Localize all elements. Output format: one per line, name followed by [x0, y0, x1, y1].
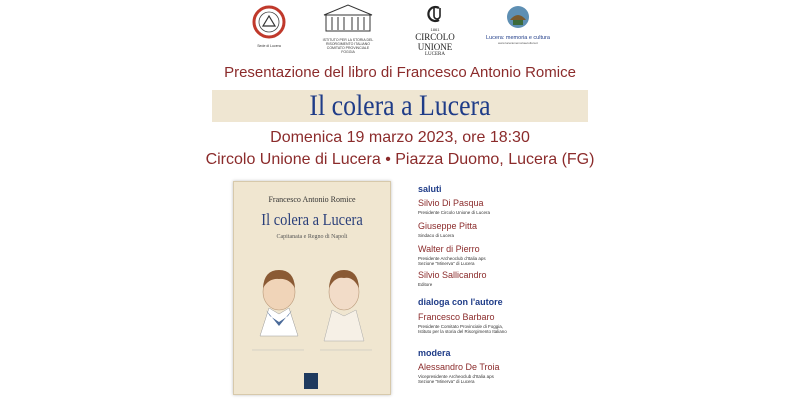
building-icon [322, 3, 374, 33]
circolo-city: LUCERA [425, 52, 445, 57]
publisher-logo-icon [304, 373, 318, 389]
speaker-2-role: Sindaco di Lucera [418, 233, 455, 238]
portraits-illustration [234, 246, 390, 386]
circolo-unione-logo [400, 5, 470, 57]
castle-emblem-icon [506, 4, 530, 30]
lucera-memoria-logo [482, 4, 554, 52]
istituto-logo [322, 3, 374, 55]
circolo-year: 1861 [430, 27, 440, 32]
modera-heading: modera [418, 348, 451, 358]
event-date: Domenica 19 marzo 2023, ore 18:30 [270, 129, 530, 146]
right-portrait [324, 270, 364, 341]
istituto-line-4: FOGGIA [341, 50, 355, 54]
archeoclub-logo [250, 5, 288, 49]
modera-role: Vicepresidente Archeoclub d'Italia aps [418, 374, 494, 379]
lucera-memoria-name: Lucera: memoria e cultura [486, 35, 550, 41]
dialoga-role-2: Istituto per la storia del Risorgimento Italiano [418, 329, 507, 334]
archeoclub-caption: Sede di Lucera [257, 44, 281, 48]
speaker-1-name: Silvio Di Pasqua [418, 198, 484, 208]
logo-bar [0, 0, 800, 60]
speaker-1-role: Presidente Circolo Unione di Lucera [418, 210, 491, 215]
speaker-4-name: Silvio Sallicandro [418, 270, 487, 280]
archeoclub-emblem-icon [250, 5, 288, 39]
speaker-3-name: Walter di Pierro [418, 244, 480, 254]
circolo-monogram-icon [425, 5, 445, 23]
dialoga-name: Francesco Barbaro [418, 312, 495, 322]
saluti-heading: saluti [418, 184, 442, 194]
modera-name: Alessandro De Troia [418, 362, 500, 372]
event-title: Il colera a Lucera [309, 89, 491, 122]
event-subtitle: Presentazione del libro di Francesco Antonio Romice [224, 64, 576, 81]
modera-role-2: Sezione "Minerva" di Lucera [418, 379, 475, 384]
istituto-line-3: COMITATO PROVINCIALE [326, 46, 370, 50]
event-venue: Circolo Unione di Lucera • Piazza Duomo, Lucera (FG) [205, 151, 595, 168]
speaker-3-role: Presidente Archeoclub d'Italia aps [418, 256, 486, 261]
book-author: Francesco Antonio Romice [268, 195, 356, 204]
book-subtitle: Capitanata e Regno di Napoli [276, 234, 348, 240]
book-cover [233, 181, 391, 395]
istituto-line-2: RISORGIMENTO ITALIANO [325, 42, 370, 46]
left-portrait [260, 270, 298, 336]
dialoga-heading: dialoga con l'autore [418, 297, 503, 307]
circolo-name: CIRCOLO UNIONE [415, 32, 455, 52]
speaker-2-name: Giuseppe Pitta [418, 221, 478, 231]
lucera-memoria-url: www.luceramemoriaecultura.it [497, 41, 538, 45]
istituto-line-1: ISTITUTO PER LA STORIA DEL [322, 38, 374, 42]
speaker-4-role: Editore [418, 282, 433, 287]
book-title: Il colera a Lucera [261, 210, 363, 229]
speaker-3-role-2: Sezione "Minerva" di Lucera [418, 261, 475, 266]
dialoga-role: Presidente Comitato Provinciale di Foggia, [418, 324, 504, 329]
